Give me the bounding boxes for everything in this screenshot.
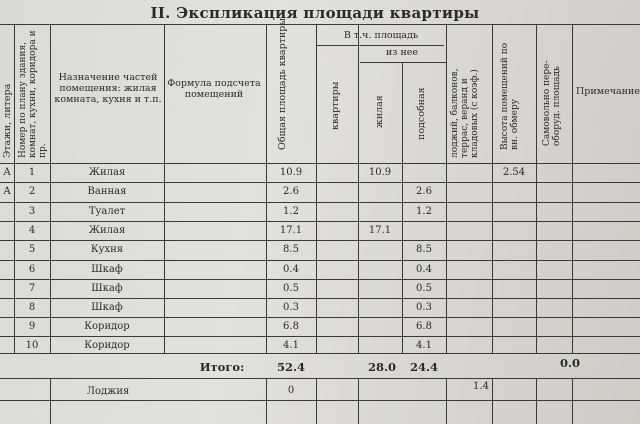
grid-line [358, 24, 359, 354]
document-title: II. Экспликация площади квартиры [150, 4, 480, 22]
header-note: Примечание [576, 86, 640, 97]
grid-line [266, 378, 267, 424]
row-10-aux: 4.1 [416, 340, 432, 351]
row-7-aux: 0.5 [416, 283, 432, 294]
row-8-name: Шкаф [91, 302, 123, 313]
header-formula: Формула подсчета помещений [167, 78, 261, 100]
loggia-balcony-area: 1.4 [473, 381, 489, 392]
grid-line [0, 298, 640, 299]
header-of-which: из нее [385, 47, 419, 58]
row-1-num: 1 [28, 167, 36, 178]
row-1-floor: А [3, 167, 11, 178]
header-room-purpose: Назначение частей помещения: жилая комната, кухня и т.п. [54, 72, 162, 105]
grid-line [316, 45, 444, 46]
row-9-aux: 6.8 [416, 321, 432, 332]
row-6-num: 6 [28, 264, 36, 275]
grid-line [0, 378, 640, 379]
grid-line [536, 378, 537, 424]
row-8-num: 8 [28, 302, 36, 313]
grid-line [0, 279, 640, 280]
row-10-total: 4.1 [283, 340, 299, 351]
totals-total-area: 52.4 [276, 360, 305, 374]
row-2-num: 2 [28, 186, 36, 197]
row-10-num: 10 [25, 340, 39, 351]
header-living: жилая [374, 95, 385, 128]
row-7-num: 7 [28, 283, 36, 294]
row-5-name: Кухня [90, 244, 124, 255]
totals-label: Итого: [199, 360, 245, 374]
row-3-name: Туалет [88, 206, 126, 217]
grid-line [50, 378, 51, 424]
grid-line [360, 62, 446, 63]
header-loggia-balcony: лоджий, балконов, террас, веранд и кладовых (с коэф.) [450, 68, 480, 158]
row-3-num: 3 [28, 206, 36, 217]
row-4-total: 17.1 [279, 225, 303, 236]
grid-line [0, 400, 640, 401]
row-2-name: Ванная [87, 186, 127, 197]
grid-line [0, 182, 640, 183]
grid-line [536, 24, 537, 354]
header-room-height: Высота помещений по вн. обмеру [500, 42, 520, 150]
grid-line [492, 24, 493, 354]
row-4-living: 17.1 [368, 225, 392, 236]
header-total-area: Общая площадь квартиры [277, 18, 288, 150]
row-1-name: Жилая [88, 167, 126, 178]
row-8-total: 0.3 [283, 302, 299, 313]
grid-line [572, 24, 573, 354]
row-4-num: 4 [28, 225, 36, 236]
row-5-num: 5 [28, 244, 36, 255]
row-2-floor: А [3, 186, 11, 197]
header-auxiliary: подсобная [416, 87, 427, 140]
row-2-aux: 2.6 [416, 186, 432, 197]
header-floor-liter: Этажи, литера [2, 83, 13, 158]
header-including-area: В т.ч. площадь [343, 30, 419, 41]
grid-line [0, 221, 640, 222]
loggia-total-area: 0 [287, 385, 295, 396]
row-2-total: 2.6 [283, 186, 299, 197]
grid-line [0, 353, 640, 354]
row-10-name: Коридор [84, 340, 130, 351]
header-apartment: квартиры [330, 81, 341, 130]
grid-line [164, 24, 165, 354]
grid-line [446, 378, 447, 424]
row-6-name: Шкаф [91, 264, 123, 275]
row-1-height: 2.54 [502, 167, 526, 178]
row-1-total: 10.9 [279, 167, 303, 178]
grid-line [0, 260, 640, 261]
row-5-aux: 8.5 [416, 244, 432, 255]
totals-unauthorized-area: 0.0 [559, 356, 580, 370]
row-5-total: 8.5 [283, 244, 299, 255]
grid-line [358, 378, 359, 424]
grid-line [0, 202, 640, 203]
grid-line [0, 336, 640, 337]
row-3-aux: 1.2 [416, 206, 432, 217]
row-7-name: Шкаф [91, 283, 123, 294]
totals-aux-area: 24.4 [409, 360, 438, 374]
header-unauthorized: Самовольно пере-оборуд. площадь [542, 60, 562, 146]
row-6-total: 0.4 [283, 264, 299, 275]
row-9-num: 9 [28, 321, 36, 332]
row-4-name: Жилая [88, 225, 126, 236]
grid-line [316, 24, 317, 354]
row-9-name: Коридор [84, 321, 130, 332]
grid-line [572, 378, 573, 424]
row-3-total: 1.2 [283, 206, 299, 217]
grid-line [316, 378, 317, 424]
row-9-total: 6.8 [283, 321, 299, 332]
header-room-number: Номер по плану здания, комнат, кухни, коридора и пр. [18, 30, 48, 158]
grid-line [0, 240, 640, 241]
grid-line [446, 24, 447, 354]
grid-line [0, 163, 640, 164]
totals-living-area: 28.0 [367, 360, 396, 374]
row-1-living: 10.9 [368, 167, 392, 178]
grid-line [0, 24, 640, 25]
row-8-aux: 0.3 [416, 302, 432, 313]
grid-line [0, 317, 640, 318]
row-7-total: 0.5 [283, 283, 299, 294]
loggia-name: Лоджия [86, 386, 130, 397]
row-6-aux: 0.4 [416, 264, 432, 275]
